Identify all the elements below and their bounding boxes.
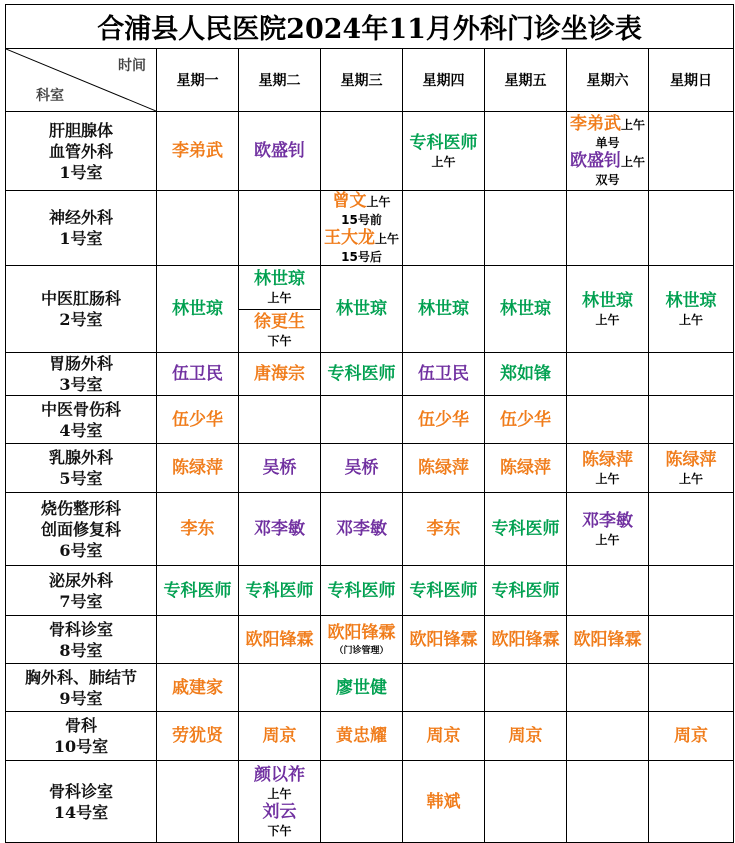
dept-cell (6, 616, 157, 664)
dept-room: 3号室 (59, 375, 103, 394)
table-row (6, 493, 734, 566)
doctor-name: 林世琼 (254, 269, 305, 289)
dept-cell (6, 396, 157, 444)
doctor-cell: 周京 (403, 712, 485, 761)
empty-cell (649, 566, 734, 616)
doctor-name: 徐更生 (254, 312, 305, 332)
empty-cell (485, 761, 567, 843)
session-note: 上午 (267, 291, 292, 305)
schedule-note: 双号 (595, 173, 620, 187)
doctor-cell (321, 616, 403, 664)
doctor-cell: 李东 (403, 493, 485, 566)
doctor-cell: 伍少华 (157, 396, 239, 444)
dept-line: 中医肛肠科 (40, 289, 121, 308)
dept-room: 2号室 (59, 310, 103, 329)
doctor-cell: 伍少华 (485, 396, 567, 444)
empty-cell (485, 191, 567, 266)
doctor-cell: 廖世健 (321, 664, 403, 712)
doctor-name: 李弟武 (569, 114, 621, 134)
doctor-name: 王大龙 (323, 228, 375, 248)
dept-line: 中医骨伤科 (40, 399, 121, 419)
dept-room: 1号室 (59, 229, 103, 248)
day-header-thu: 星期四 (403, 49, 485, 112)
doctor-cell: 劳犹贤 (157, 712, 239, 761)
empty-cell (485, 664, 567, 712)
doctor-cell: 林世琼 (403, 266, 485, 353)
doctor-cell: 陈绿萍 (157, 444, 239, 493)
doctor-cell: 唐海宗 (239, 353, 321, 396)
empty-cell (649, 761, 734, 843)
schedule-table (5, 4, 734, 843)
doctor-cell: 林世琼 (321, 266, 403, 353)
dept-line: 创面修复科 (40, 519, 121, 539)
dept-cell (6, 761, 157, 843)
dept-line: 神经外科 (48, 208, 113, 227)
doctor-cell: 专科医师 (485, 493, 567, 566)
doctor-cell: 专科医师 (321, 353, 403, 396)
doctor-cell: 周京 (649, 712, 734, 761)
empty-cell (649, 616, 734, 664)
empty-cell (649, 396, 734, 444)
session-note: 上午 (595, 312, 620, 327)
doctor-cell (649, 444, 734, 493)
table-row (6, 444, 734, 493)
session-note: 上午 (366, 195, 391, 209)
session-note: 下午 (267, 334, 292, 348)
empty-cell (157, 761, 239, 843)
doctor-cell: 陈绿萍 (485, 444, 567, 493)
dept-cell (6, 266, 157, 353)
session-note: 下午 (267, 823, 292, 838)
session-note: 上午 (679, 471, 704, 486)
doctor-cell (239, 761, 321, 843)
dept-line: 血管外科 (48, 141, 113, 161)
day-header-wed: 星期三 (321, 49, 403, 112)
dept-cell (6, 353, 157, 396)
empty-cell (157, 616, 239, 664)
doctor-cell: 伍卫民 (157, 353, 239, 396)
empty-cell (403, 191, 485, 266)
day-header-sat: 星期六 (567, 49, 649, 112)
doctor-cell (649, 266, 734, 353)
dept-line: 泌尿外科 (48, 570, 113, 590)
session-note: 上午 (431, 154, 456, 169)
dept-line: 乳腺外科 (48, 448, 113, 467)
empty-cell (485, 112, 567, 191)
empty-cell (567, 712, 649, 761)
dept-cell (6, 444, 157, 493)
doctor-name: 专科医师 (409, 132, 478, 153)
table-row (6, 616, 734, 664)
doctor-name: 邓李敏 (582, 510, 633, 531)
doctor-cell: 周京 (239, 712, 321, 761)
dept-room: 8号室 (59, 640, 103, 660)
table-row (6, 712, 734, 761)
doctor-cell: 邓李敏 (239, 493, 321, 566)
empty-cell (321, 396, 403, 444)
doctor-name: 陈绿萍 (665, 449, 717, 470)
empty-cell (157, 191, 239, 266)
doctor-cell: 林世琼 (157, 266, 239, 353)
doctor-cell (403, 112, 485, 191)
schedule-note: 单号 (595, 136, 620, 150)
dept-cell (6, 493, 157, 566)
doctor-name: 刘云 (262, 801, 297, 822)
doctor-cell: 吴桥 (239, 444, 321, 493)
table-row (6, 761, 734, 843)
empty-cell (321, 761, 403, 843)
day-header-tue: 星期二 (239, 49, 321, 112)
day-header-sun: 星期日 (649, 49, 734, 112)
empty-cell (649, 353, 734, 396)
empty-cell (567, 396, 649, 444)
doctor-cell: 欧阳锋霖 (567, 616, 649, 664)
empty-cell (239, 396, 321, 444)
doctor-name: 曾文 (332, 191, 367, 211)
header-corner (6, 49, 157, 112)
doctor-cell: 欧阳锋霖 (239, 616, 321, 664)
doctor-cell (567, 266, 649, 353)
dept-line: 胸外科、肺结节 (24, 667, 137, 687)
empty-cell (403, 664, 485, 712)
doctor-cell: 专科医师 (403, 566, 485, 616)
empty-cell (321, 112, 403, 191)
dept-line: 胃肠外科 (48, 354, 113, 373)
empty-cell (239, 191, 321, 266)
dept-room: 14号室 (53, 802, 109, 822)
doctor-cell: 邓李敏 (321, 493, 403, 566)
doctor-cell: 吴桥 (321, 444, 403, 493)
session-note: 上午 (267, 786, 292, 801)
doctor-name: 颜以祚 (254, 764, 305, 785)
doctor-cell: 欧阳锋霖 (403, 616, 485, 664)
session-note: 上午 (679, 312, 704, 327)
empty-cell (567, 353, 649, 396)
schedule-note: 15号前 (341, 213, 382, 227)
session-note: 上午 (620, 155, 645, 169)
doctor-cell (321, 191, 403, 266)
dept-cell (6, 191, 157, 266)
table-row (6, 266, 734, 353)
empty-cell (239, 664, 321, 712)
doctor-name: 欧阳锋霖 (327, 623, 396, 643)
doctor-cell (567, 112, 649, 191)
dept-line: 烧伤整形科 (40, 498, 121, 518)
session-note: 上午 (620, 118, 645, 132)
empty-cell (649, 493, 734, 566)
table-row (6, 566, 734, 616)
doctor-name: 林世琼 (582, 290, 633, 311)
doctor-name: 林世琼 (665, 290, 717, 311)
table-row (6, 396, 734, 444)
session-note: 上午 (595, 471, 620, 486)
session-note: 上午 (374, 232, 399, 246)
doctor-cell: 专科医师 (239, 566, 321, 616)
dept-line: 骨科 (64, 716, 97, 735)
dept-room: 10号室 (53, 737, 109, 756)
table-row (6, 664, 734, 712)
doctor-cell: 专科医师 (321, 566, 403, 616)
dept-cell (6, 712, 157, 761)
doctor-cell: 黄忠耀 (321, 712, 403, 761)
corner-dept-label: 科室 (36, 88, 64, 104)
table-row (6, 191, 734, 266)
doctor-cell: 郑如锋 (485, 353, 567, 396)
empty-cell (567, 191, 649, 266)
dept-line: 骨科诊室 (48, 781, 113, 801)
doctor-cell: 韩斌 (403, 761, 485, 843)
dept-room: 5号室 (59, 469, 103, 488)
doctor-cell: 伍少华 (403, 396, 485, 444)
table-row (6, 112, 734, 191)
dept-room: 9号室 (59, 688, 103, 708)
dept-cell (6, 112, 157, 191)
empty-cell (649, 664, 734, 712)
dept-cell (6, 566, 157, 616)
doctor-cell: 专科医师 (485, 566, 567, 616)
doctor-cell: 周京 (485, 712, 567, 761)
doctor-cell: 欧盛钊 (239, 112, 321, 191)
dept-room: 6号室 (59, 540, 103, 560)
doctor-cell (567, 444, 649, 493)
dept-line: 肝胆腺体 (48, 120, 113, 140)
dept-cell (6, 664, 157, 712)
empty-cell (567, 664, 649, 712)
dept-room: 7号室 (59, 591, 103, 611)
doctor-cell: 林世琼 (485, 266, 567, 353)
schedule-note: 15号后 (341, 250, 382, 264)
doctor-cell: 陈绿萍 (403, 444, 485, 493)
day-header-fri: 星期五 (485, 49, 567, 112)
doctor-cell (567, 493, 649, 566)
empty-cell (649, 191, 734, 266)
empty-cell (567, 761, 649, 843)
doctor-cell: 李东 (157, 493, 239, 566)
role-note: （门诊管理） (334, 646, 389, 656)
dept-room: 1号室 (59, 162, 103, 182)
dept-room: 4号室 (59, 420, 103, 440)
session-note: 上午 (595, 532, 620, 547)
doctor-name: 欧盛钊 (569, 151, 621, 171)
page-title: 合浦县人民医院2024年11月外科门诊坐诊表 (6, 5, 734, 49)
empty-cell (567, 566, 649, 616)
corner-time-label: 时间 (118, 58, 146, 74)
doctor-name: 陈绿萍 (582, 449, 633, 470)
day-header-mon: 星期一 (157, 49, 239, 112)
doctor-cell (239, 266, 321, 353)
empty-cell (649, 112, 734, 191)
doctor-cell: 李弟武 (157, 112, 239, 191)
doctor-cell: 专科医师 (157, 566, 239, 616)
dept-line: 骨科诊室 (48, 619, 113, 639)
doctor-cell: 戚建家 (157, 664, 239, 712)
doctor-cell: 伍卫民 (403, 353, 485, 396)
doctor-cell: 欧阳锋霖 (485, 616, 567, 664)
table-row (6, 353, 734, 396)
